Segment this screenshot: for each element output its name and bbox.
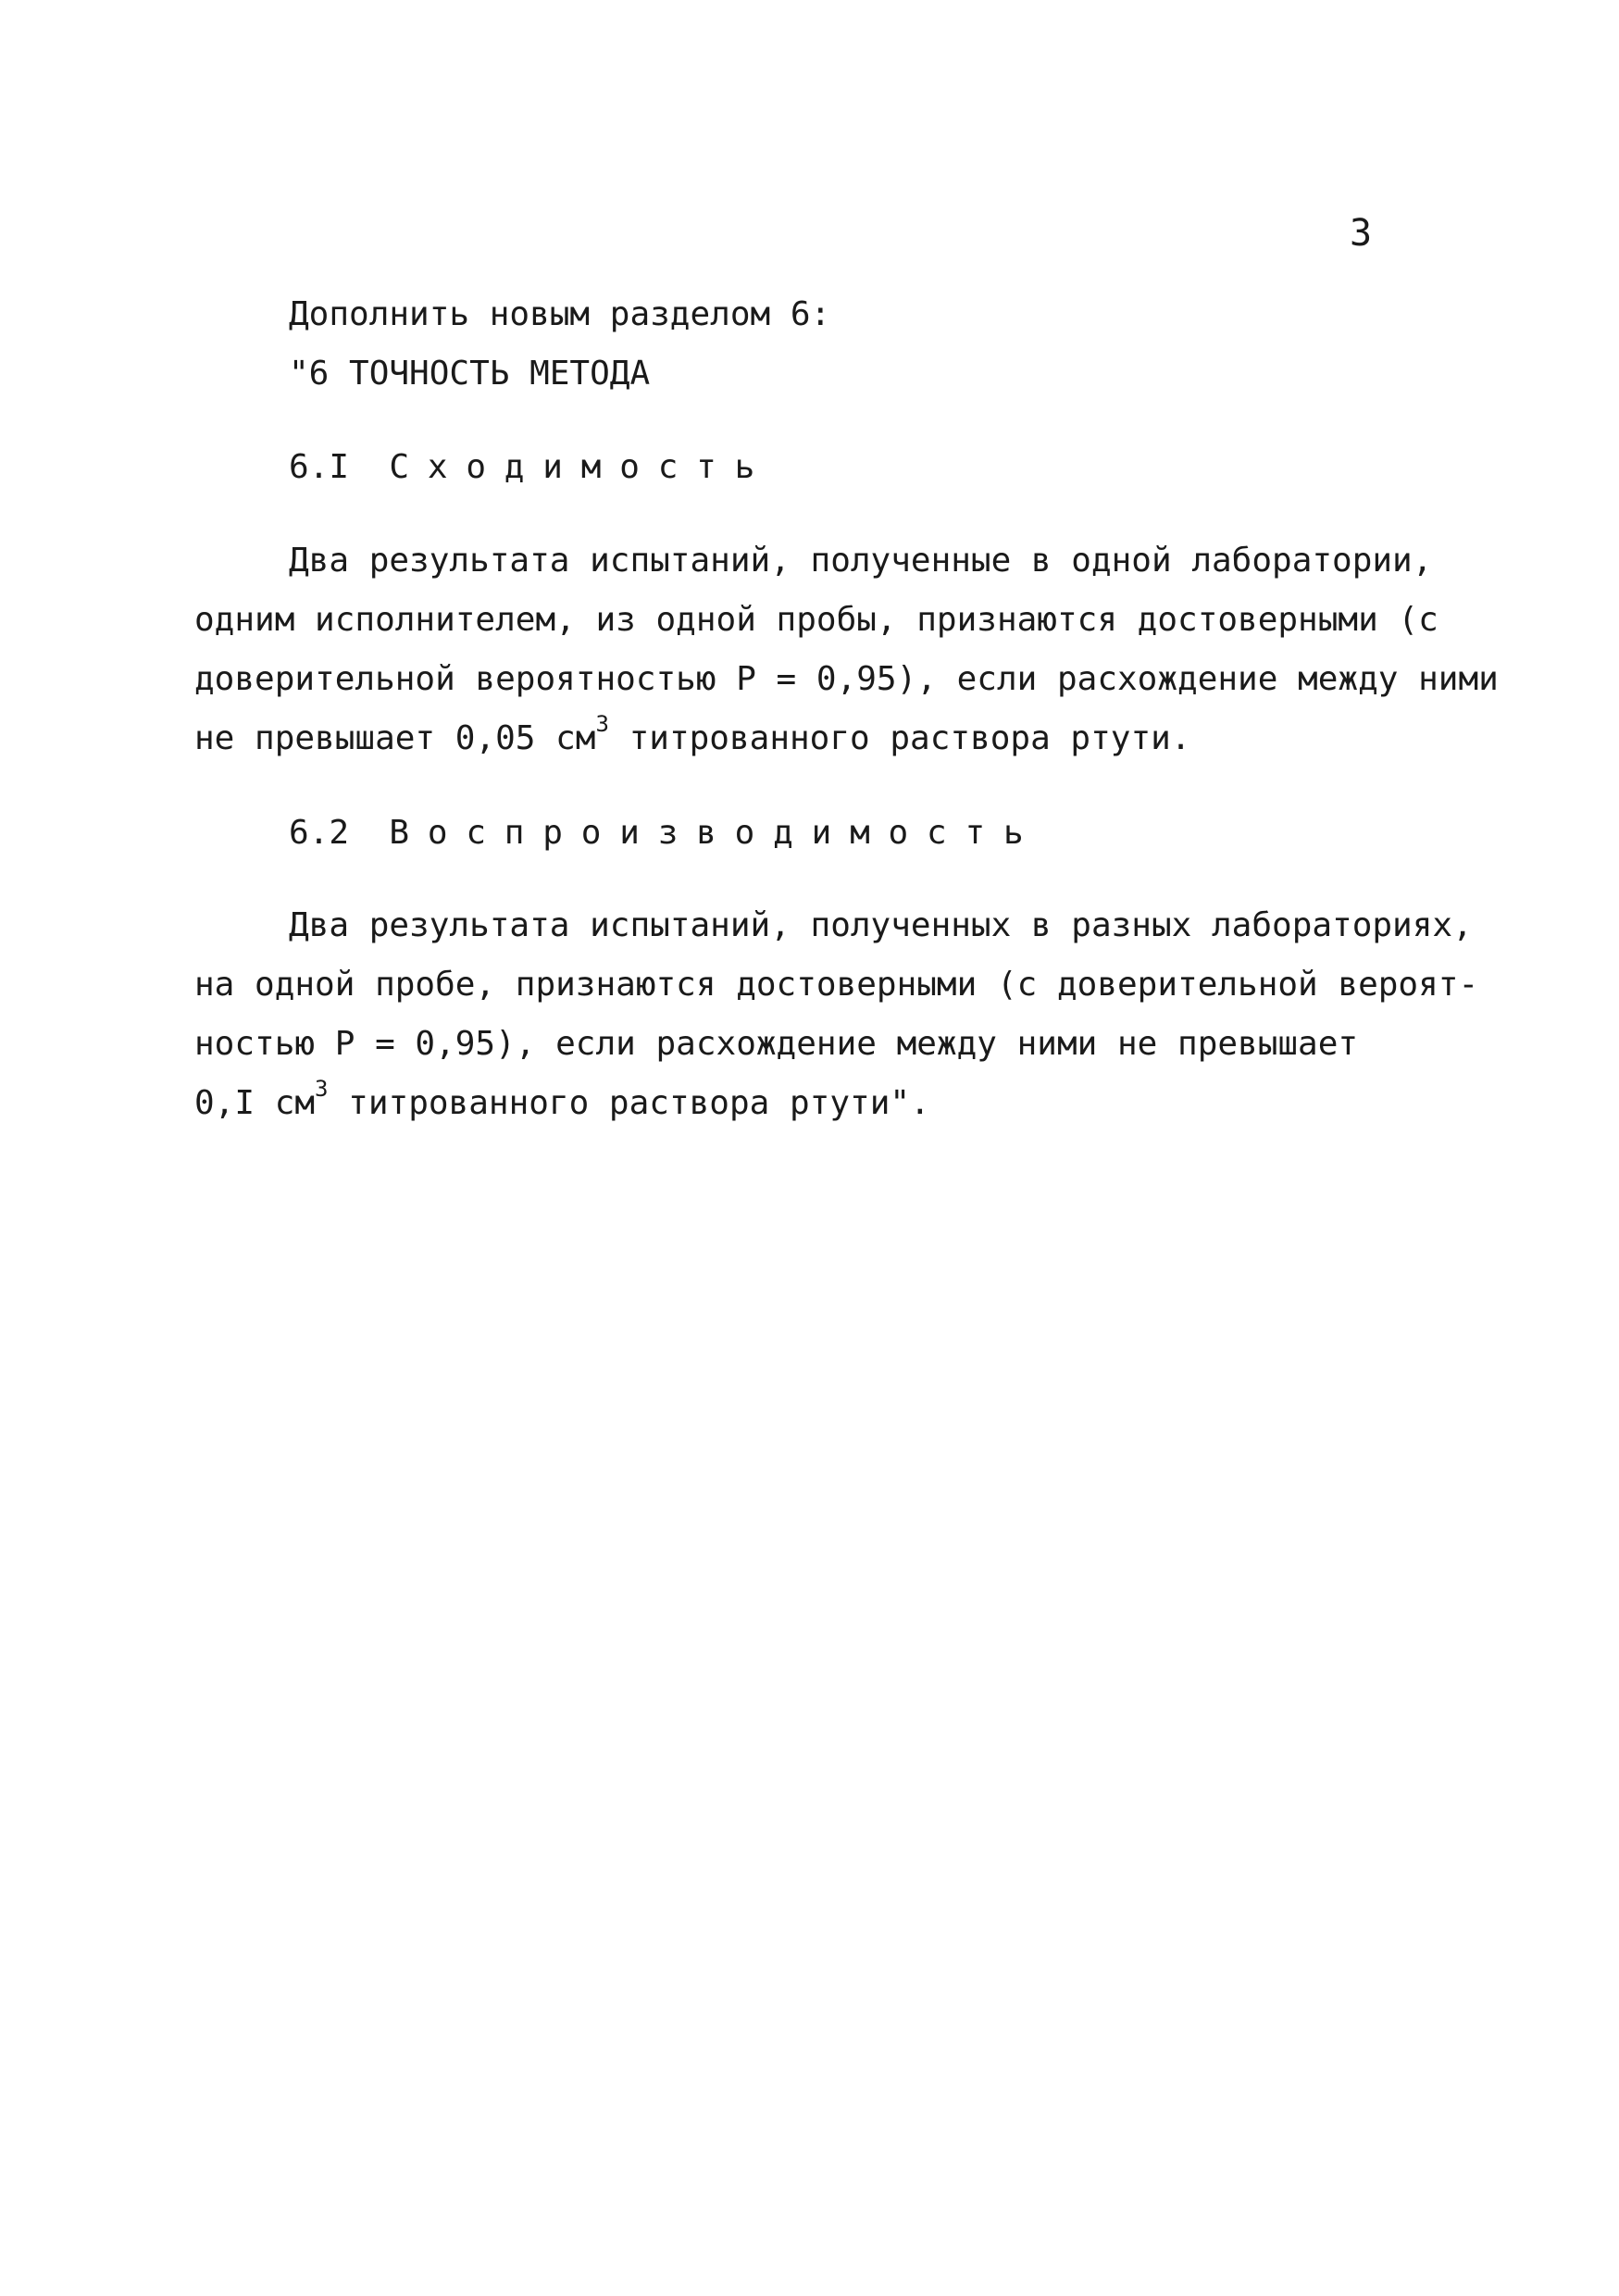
section-6-1-line-2: одним исполнителем, из одной пробы, признаются достоверными (с <box>194 601 1438 639</box>
section-6-1-line-3: доверительной вероятностью Р = 0,95), если расхождение между ними <box>194 660 1499 698</box>
section-6-1-heading <box>289 448 774 486</box>
section-6-1-title: Сходимость <box>389 448 774 486</box>
intro-line-2: "6 ТОЧНОСТЬ МЕТОДА <box>289 355 651 393</box>
section-6-2-line-2: на одной пробе, признаются достоверными (с доверительной вероят- <box>194 966 1479 1004</box>
section-6-1-line-4 <box>194 711 1191 757</box>
section-6-2-line-3: ностью Р = 0,95), если расхождение между ними не превышает <box>194 1025 1359 1063</box>
cubic-superscript: 3 <box>595 711 609 737</box>
intro-line-1: Дополнить новым разделом 6: <box>289 295 831 333</box>
section-6-2-line-4 <box>194 1076 930 1122</box>
section-6-2-line-1: Два результата испытаний, полученных в разных лабораториях, <box>289 906 1473 944</box>
section-6-1-number: 6.I <box>289 448 350 486</box>
section-6-1-line-1: Два результата испытаний, полученные в одной лаборатории, <box>289 542 1433 580</box>
section-6-2-heading <box>289 814 1042 852</box>
page-number: 3 <box>1350 212 1373 255</box>
section-6-1-line-4-text: не превышает 0,05 см <box>194 719 596 757</box>
section-6-2-number: 6.2 <box>289 814 350 852</box>
section-6-1-line-4-tail: титрованного раствора ртути. <box>608 719 1191 757</box>
cubic-superscript: 3 <box>315 1076 329 1102</box>
section-6-2-title: Воспроизводимость <box>389 814 1042 852</box>
section-6-2-line-4-text: 0,I см <box>194 1084 316 1122</box>
section-6-2-line-4-tail: титрованного раствора ртути". <box>328 1084 930 1122</box>
